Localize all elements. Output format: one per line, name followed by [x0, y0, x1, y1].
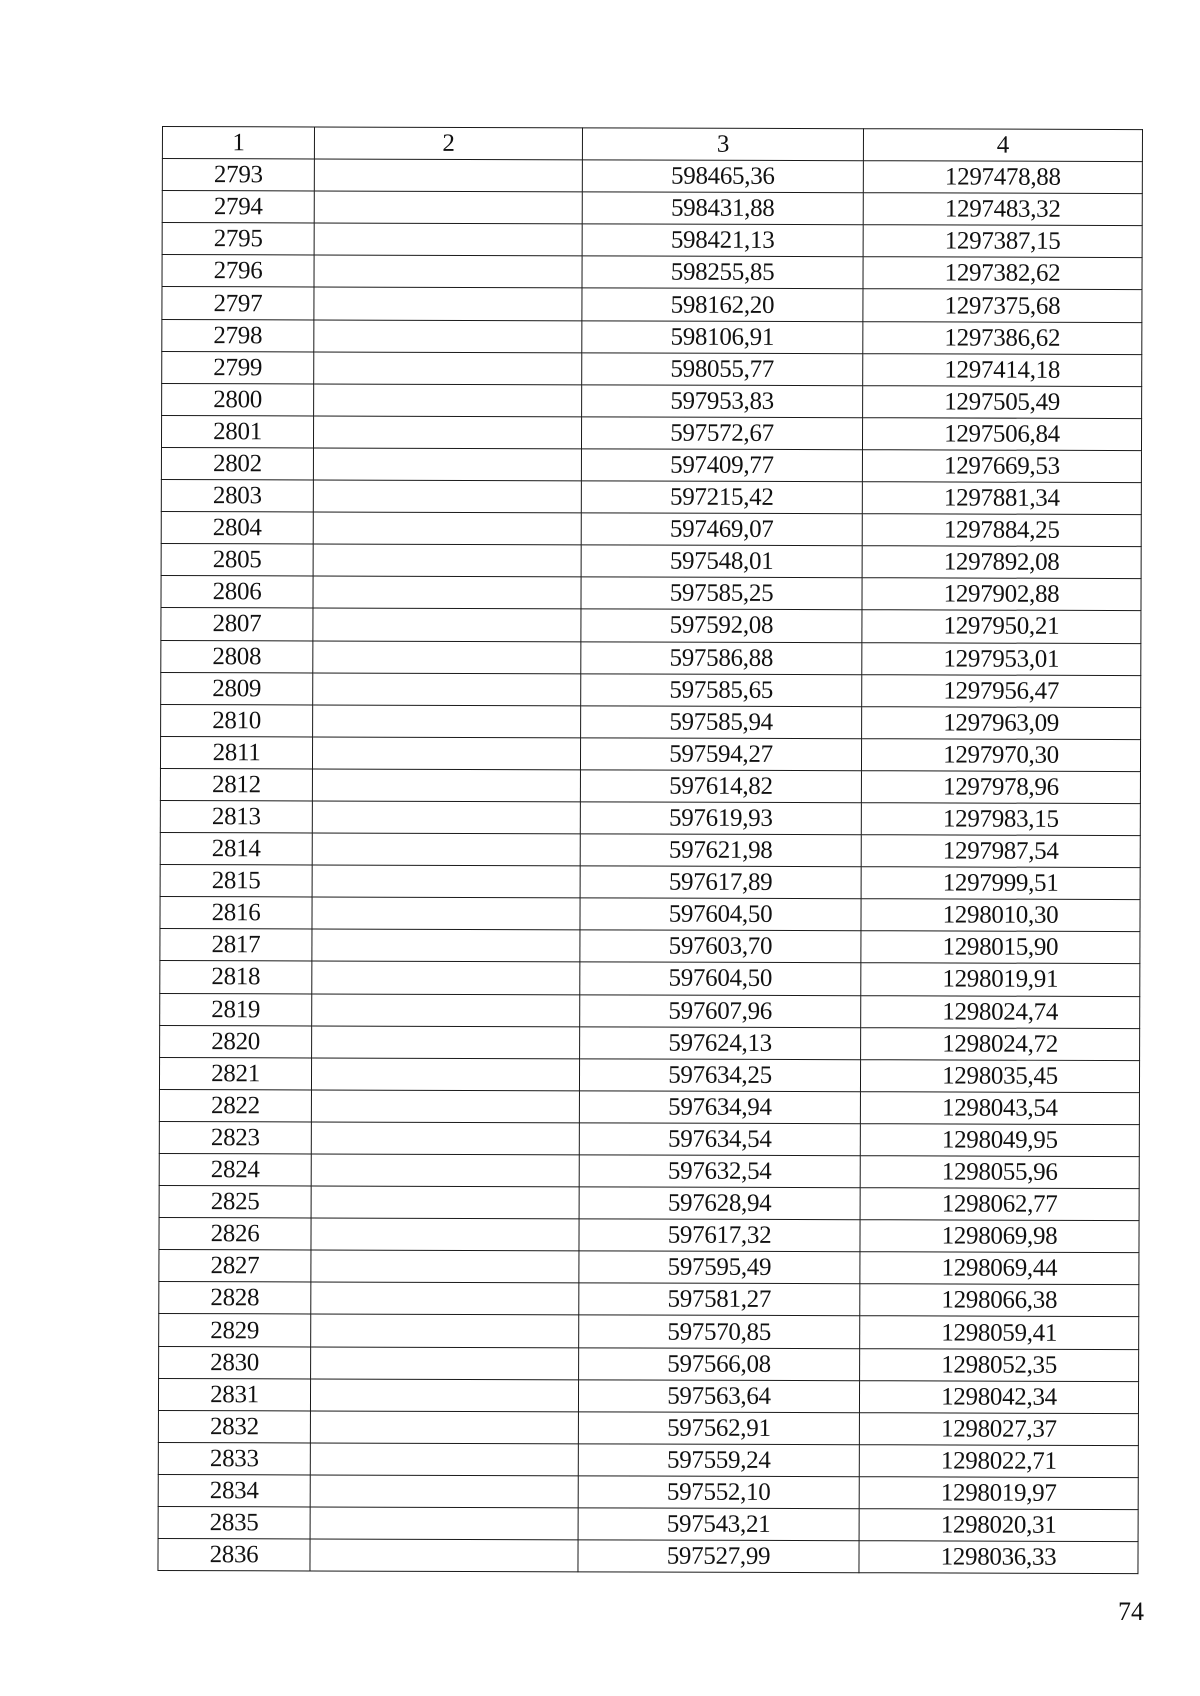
x-coordinate-cell: 597409,77 [581, 449, 862, 482]
page-number: 74 [1118, 1597, 1144, 1626]
point-number-cell: 2796 [162, 255, 314, 288]
y-coordinate-cell: 1297892,08 [862, 546, 1141, 579]
x-coordinate-cell: 597604,50 [580, 898, 861, 931]
point-number-cell: 2817 [160, 929, 312, 962]
table-row [159, 1057, 1139, 1092]
description-cell [314, 384, 582, 417]
x-coordinate-cell: 597614,82 [580, 770, 861, 803]
description-cell [311, 1122, 579, 1155]
y-coordinate-cell: 1298022,71 [859, 1445, 1138, 1478]
y-coordinate-cell: 1298042,34 [859, 1380, 1138, 1413]
point-number-cell: 2835 [158, 1507, 310, 1540]
description-cell [311, 1250, 579, 1283]
y-coordinate-cell: 1298010,30 [861, 899, 1140, 932]
x-coordinate-cell: 597603,70 [580, 930, 861, 963]
description-cell [314, 255, 582, 288]
y-coordinate-cell: 1297950,21 [862, 610, 1141, 643]
point-number-cell: 2799 [162, 351, 314, 384]
x-coordinate-cell: 598421,13 [582, 224, 863, 257]
point-number-cell: 2809 [161, 672, 313, 705]
table-row [158, 1474, 1138, 1509]
description-cell [310, 1443, 578, 1476]
x-coordinate-cell: 597621,98 [580, 834, 861, 867]
description-cell [311, 1090, 579, 1123]
point-number-cell: 2810 [161, 704, 313, 737]
x-coordinate-cell: 598162,20 [582, 288, 863, 321]
point-number-cell: 2829 [159, 1314, 311, 1347]
y-coordinate-cell: 1298049,95 [860, 1124, 1139, 1157]
table-row [160, 929, 1140, 964]
point-number-cell: 2793 [162, 159, 314, 192]
point-number-cell: 2827 [159, 1250, 311, 1283]
x-coordinate-cell: 597585,94 [581, 706, 862, 739]
table-row [160, 833, 1140, 868]
description-cell [313, 608, 581, 641]
x-coordinate-cell: 597585,25 [581, 577, 862, 610]
table-row [160, 1025, 1140, 1060]
description-cell [313, 448, 581, 481]
table-row [159, 1250, 1139, 1285]
point-number-cell: 2819 [160, 993, 312, 1026]
point-number-cell: 2794 [162, 191, 314, 224]
table-row [161, 480, 1141, 515]
x-coordinate-cell: 597634,54 [579, 1123, 860, 1156]
x-coordinate-cell: 597581,27 [579, 1283, 860, 1316]
table-row [162, 159, 1142, 194]
x-coordinate-cell: 597552,10 [578, 1476, 859, 1509]
y-coordinate-cell: 1298043,54 [860, 1092, 1139, 1125]
x-coordinate-cell: 597570,85 [579, 1315, 860, 1348]
point-number-cell: 2823 [159, 1121, 311, 1154]
y-coordinate-cell: 1297902,88 [862, 578, 1141, 611]
table-row [159, 1089, 1139, 1124]
x-coordinate-cell: 597624,13 [580, 1026, 861, 1059]
description-cell [313, 416, 581, 449]
point-number-cell: 2824 [159, 1153, 311, 1186]
description-cell [312, 801, 580, 834]
column-header-4: 4 [863, 129, 1142, 162]
x-coordinate-cell: 597604,50 [580, 962, 861, 995]
column-header-1: 1 [162, 127, 314, 160]
point-number-cell: 2814 [160, 833, 312, 866]
table-row [161, 704, 1141, 739]
y-coordinate-cell: 1298069,98 [860, 1220, 1139, 1253]
y-coordinate-cell: 1297956,47 [862, 674, 1141, 707]
point-number-cell: 2826 [159, 1218, 311, 1251]
point-number-cell: 2802 [161, 447, 313, 480]
description-cell [312, 897, 580, 930]
table-row [162, 383, 1142, 418]
description-cell [310, 1539, 578, 1572]
table-row [161, 415, 1141, 450]
x-coordinate-cell: 597953,83 [582, 385, 863, 418]
description-cell [310, 1411, 578, 1444]
point-number-cell: 2806 [161, 576, 313, 609]
y-coordinate-cell: 1298062,77 [860, 1188, 1139, 1221]
point-number-cell: 2832 [158, 1410, 310, 1443]
table-row [158, 1410, 1138, 1445]
x-coordinate-cell: 597563,64 [578, 1379, 859, 1412]
x-coordinate-cell: 597634,94 [579, 1091, 860, 1124]
y-coordinate-cell: 1298055,96 [860, 1156, 1139, 1189]
table-row [159, 1346, 1139, 1381]
x-coordinate-cell: 597617,32 [579, 1219, 860, 1252]
coordinates-table [157, 126, 1143, 1574]
table-row [160, 768, 1140, 803]
table-row [159, 1121, 1139, 1156]
table-row [162, 287, 1142, 322]
description-cell [312, 1026, 580, 1059]
table-header-row [162, 127, 1142, 162]
table-row [159, 1186, 1139, 1221]
x-coordinate-cell: 597543,21 [578, 1508, 859, 1541]
y-coordinate-cell: 1298024,72 [861, 1027, 1140, 1060]
table-row [162, 351, 1142, 386]
y-coordinate-cell: 1297375,68 [863, 289, 1142, 322]
y-coordinate-cell: 1297978,96 [861, 771, 1140, 804]
description-cell [312, 994, 580, 1027]
y-coordinate-cell: 1297999,51 [861, 867, 1140, 900]
description-cell [311, 1314, 579, 1347]
table-row [160, 800, 1140, 835]
description-cell [312, 769, 580, 802]
table-row [158, 1442, 1138, 1477]
x-coordinate-cell: 598055,77 [582, 352, 863, 385]
description-cell [311, 1186, 579, 1219]
description-cell [313, 673, 581, 706]
point-number-cell: 2800 [162, 383, 314, 416]
y-coordinate-cell: 1298024,74 [861, 995, 1140, 1028]
x-coordinate-cell: 597215,42 [581, 481, 862, 514]
x-coordinate-cell: 597595,49 [579, 1251, 860, 1284]
y-coordinate-cell: 1297970,30 [861, 738, 1140, 771]
point-number-cell: 2831 [158, 1378, 310, 1411]
column-header-3: 3 [582, 128, 863, 161]
table-row [162, 191, 1142, 226]
description-cell [310, 1475, 578, 1508]
point-number-cell: 2828 [159, 1282, 311, 1315]
description-cell [311, 1154, 579, 1187]
y-coordinate-cell: 1298027,37 [859, 1412, 1138, 1445]
point-number-cell: 2830 [159, 1346, 311, 1379]
point-number-cell: 2825 [159, 1186, 311, 1219]
description-cell [311, 1218, 579, 1251]
point-number-cell: 2820 [160, 1025, 312, 1058]
description-cell [314, 352, 582, 385]
description-cell [310, 1379, 578, 1412]
x-coordinate-cell: 597562,91 [578, 1412, 859, 1445]
description-cell [310, 1507, 578, 1540]
point-number-cell: 2798 [162, 319, 314, 352]
y-coordinate-cell: 1297506,84 [862, 418, 1141, 451]
description-cell [312, 833, 580, 866]
table-row [161, 608, 1141, 643]
y-coordinate-cell: 1298052,35 [860, 1348, 1139, 1381]
table-row [159, 1153, 1139, 1188]
table-row [160, 897, 1140, 932]
description-cell [313, 705, 581, 738]
description-cell [313, 480, 581, 513]
x-coordinate-cell: 597586,88 [581, 641, 862, 674]
table-row [162, 223, 1142, 258]
x-coordinate-cell: 597628,94 [579, 1187, 860, 1220]
x-coordinate-cell: 597592,08 [581, 609, 862, 642]
point-number-cell: 2833 [158, 1442, 310, 1475]
y-coordinate-cell: 1298059,41 [860, 1316, 1139, 1349]
x-coordinate-cell: 597527,99 [578, 1540, 859, 1573]
point-number-cell: 2816 [160, 897, 312, 930]
table-row [160, 736, 1140, 771]
x-coordinate-cell: 597594,27 [580, 738, 861, 771]
y-coordinate-cell: 1298035,45 [860, 1059, 1139, 1092]
y-coordinate-cell: 1297505,49 [863, 385, 1142, 418]
description-cell [311, 1282, 579, 1315]
point-number-cell: 2805 [161, 544, 313, 577]
table-row [161, 544, 1141, 579]
point-number-cell: 2834 [158, 1474, 310, 1507]
point-number-cell: 2807 [161, 608, 313, 641]
table-row [158, 1539, 1138, 1574]
point-number-cell: 2813 [160, 800, 312, 833]
y-coordinate-cell: 1297884,25 [862, 514, 1141, 547]
column-header-2: 2 [314, 127, 582, 160]
table-row [160, 993, 1140, 1028]
description-cell [314, 320, 582, 353]
table-row [162, 255, 1142, 290]
description-cell [313, 576, 581, 609]
point-number-cell: 2795 [162, 223, 314, 256]
point-number-cell: 2821 [159, 1057, 311, 1090]
point-number-cell: 2803 [161, 480, 313, 513]
table-row [162, 319, 1142, 354]
x-coordinate-cell: 597607,96 [580, 994, 861, 1027]
x-coordinate-cell: 598431,88 [582, 192, 863, 225]
point-number-cell: 2804 [161, 512, 313, 545]
description-cell [312, 865, 580, 898]
y-coordinate-cell: 1298020,31 [859, 1509, 1138, 1542]
point-number-cell: 2815 [160, 865, 312, 898]
table-row [161, 672, 1141, 707]
table-row [160, 961, 1140, 996]
y-coordinate-cell: 1297387,15 [863, 225, 1142, 258]
x-coordinate-cell: 598465,36 [582, 160, 863, 193]
x-coordinate-cell: 597619,93 [580, 802, 861, 835]
y-coordinate-cell: 1297483,32 [863, 193, 1142, 226]
description-cell [312, 929, 580, 962]
y-coordinate-cell: 1298019,91 [861, 963, 1140, 996]
description-cell [314, 223, 582, 256]
point-number-cell: 2818 [160, 961, 312, 994]
description-cell [312, 737, 580, 770]
y-coordinate-cell: 1297669,53 [862, 450, 1141, 483]
table-row [159, 1314, 1139, 1349]
x-coordinate-cell: 598255,85 [582, 256, 863, 289]
y-coordinate-cell: 1297953,01 [862, 642, 1141, 675]
x-coordinate-cell: 597566,08 [579, 1347, 860, 1380]
description-cell [314, 287, 582, 320]
description-cell [311, 1058, 579, 1091]
x-coordinate-cell: 597617,89 [580, 866, 861, 899]
x-coordinate-cell: 597632,54 [579, 1155, 860, 1188]
description-cell [313, 640, 581, 673]
table-row [161, 512, 1141, 547]
y-coordinate-cell: 1297386,62 [863, 321, 1142, 354]
table-row [158, 1507, 1138, 1542]
y-coordinate-cell: 1297414,18 [863, 353, 1142, 386]
table-row [158, 1378, 1138, 1413]
table-row [161, 576, 1141, 611]
y-coordinate-cell: 1297881,34 [862, 482, 1141, 515]
y-coordinate-cell: 1298019,97 [859, 1477, 1138, 1510]
y-coordinate-cell: 1297987,54 [861, 835, 1140, 868]
x-coordinate-cell: 598106,91 [582, 320, 863, 353]
y-coordinate-cell: 1297983,15 [861, 803, 1140, 836]
description-cell [312, 961, 580, 994]
y-coordinate-cell: 1298069,44 [860, 1252, 1139, 1285]
table-row [161, 447, 1141, 482]
y-coordinate-cell: 1298036,33 [859, 1541, 1138, 1574]
y-coordinate-cell: 1298015,90 [861, 931, 1140, 964]
point-number-cell: 2811 [160, 736, 312, 769]
table-row [161, 640, 1141, 675]
y-coordinate-cell: 1298066,38 [860, 1284, 1139, 1317]
y-coordinate-cell: 1297963,09 [862, 706, 1141, 739]
description-cell [311, 1347, 579, 1380]
table-row [159, 1218, 1139, 1253]
point-number-cell: 2808 [161, 640, 313, 673]
description-cell [313, 544, 581, 577]
x-coordinate-cell: 597572,67 [581, 417, 862, 450]
description-cell [314, 191, 582, 224]
point-number-cell: 2812 [160, 768, 312, 801]
point-number-cell: 2801 [161, 415, 313, 448]
description-cell [314, 159, 582, 192]
x-coordinate-cell: 597634,25 [579, 1059, 860, 1092]
point-number-cell: 2797 [162, 287, 314, 320]
y-coordinate-cell: 1297382,62 [863, 257, 1142, 290]
point-number-cell: 2836 [158, 1539, 310, 1572]
x-coordinate-cell: 597469,07 [581, 513, 862, 546]
description-cell [313, 512, 581, 545]
point-number-cell: 2822 [159, 1089, 311, 1122]
x-coordinate-cell: 597585,65 [581, 673, 862, 706]
x-coordinate-cell: 597559,24 [578, 1444, 859, 1477]
table-row [160, 865, 1140, 900]
y-coordinate-cell: 1297478,88 [863, 161, 1142, 194]
table-body [158, 159, 1142, 1574]
x-coordinate-cell: 597548,01 [581, 545, 862, 578]
table-row [159, 1282, 1139, 1317]
